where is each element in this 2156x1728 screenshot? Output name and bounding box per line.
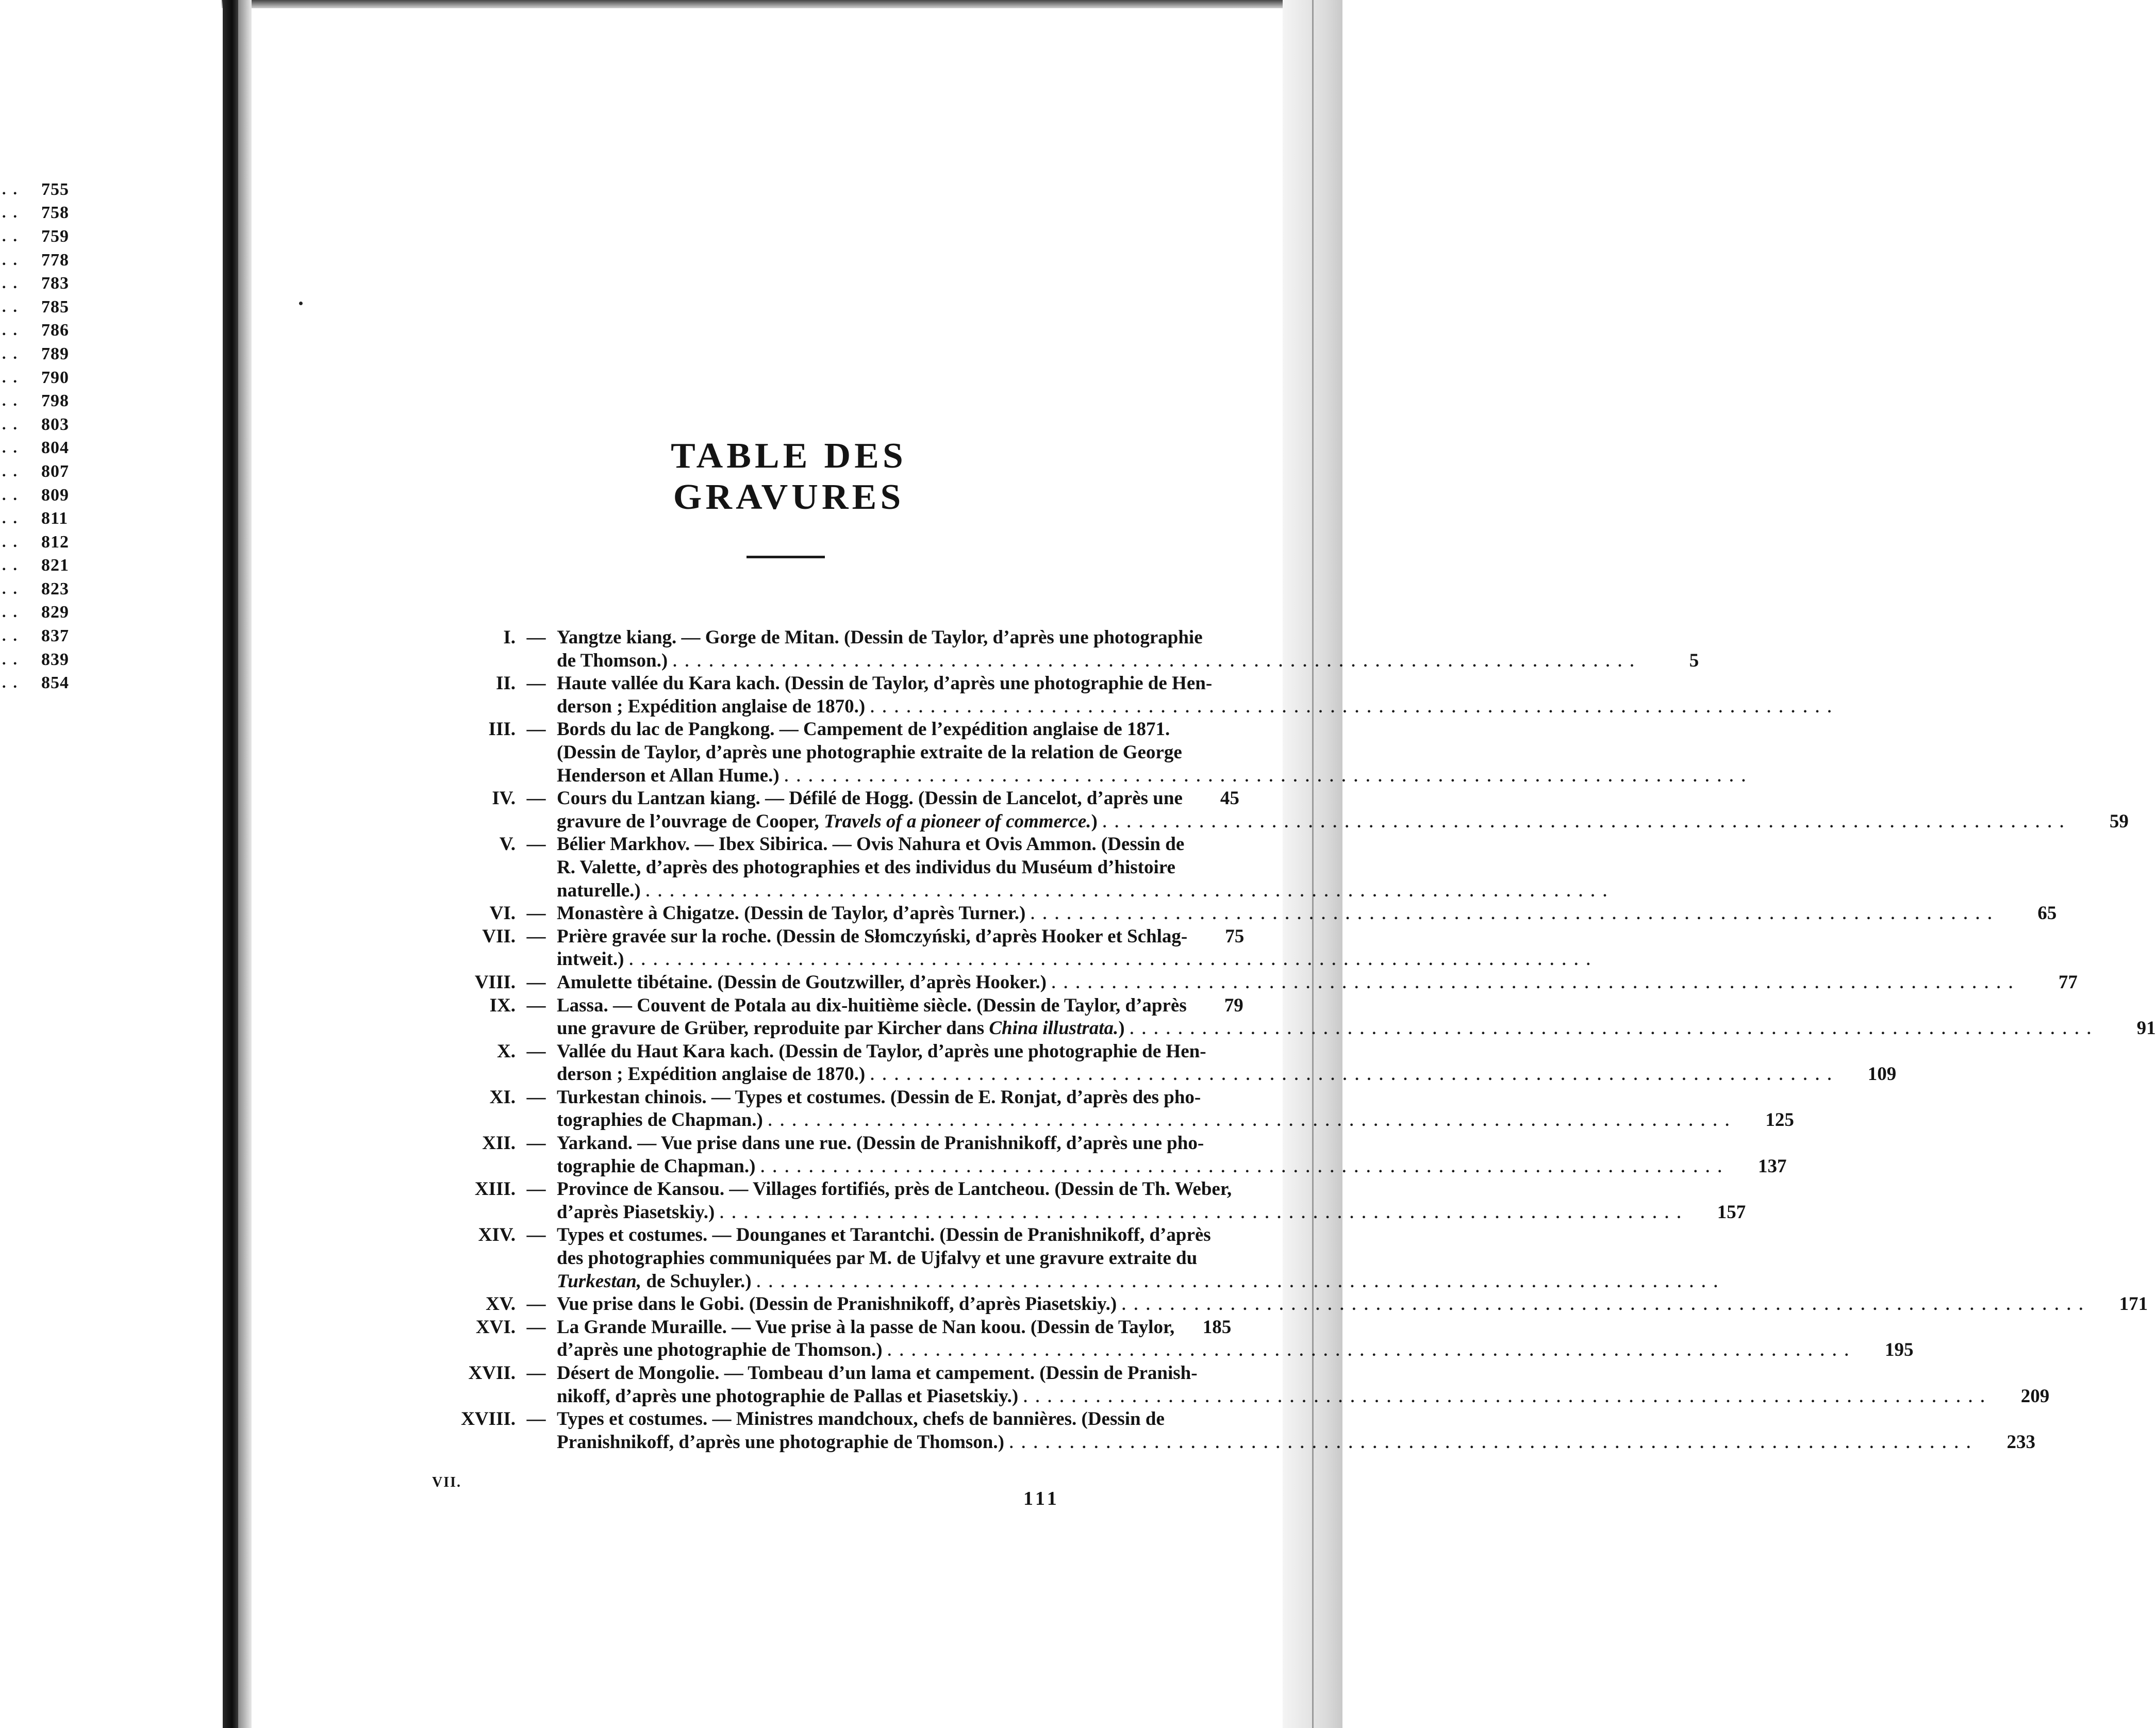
page-number: 171 — [2119, 1293, 2148, 1315]
em-dash: — — [526, 1363, 546, 1384]
leader-dots: .. — [2, 462, 24, 480]
em-dash: — — [526, 719, 546, 740]
entry-text-part: Désert de Mongolie. — Tombeau d’un lama et campement. (Dessin de Pranish- — [557, 1363, 1198, 1384]
entry-line — [361, 971, 2078, 994]
page-number: 233 — [2006, 1431, 2035, 1453]
engraving-entry — [361, 833, 1615, 902]
entry-line — [361, 765, 1754, 788]
entry-number-cell — [361, 1086, 516, 1109]
leader-dots: ................................................................................ — [1051, 974, 2021, 992]
entry-text-part: Cours du Lantzan kiang. — Défilé de Hogg. (Dessin de Lancelot, d’après une — [557, 788, 1183, 809]
entry-text — [557, 1385, 1018, 1408]
left-page-number: 854 — [41, 673, 69, 693]
leader-dots: ................................................................................ — [720, 1204, 1689, 1222]
entry-line — [361, 741, 1182, 765]
left-page-number: 798 — [41, 391, 69, 411]
entry-text — [557, 1316, 1174, 1339]
entry-text-part: des photographies communiquées par M. de Ujfalvy et une gravure extraite du — [557, 1248, 1198, 1269]
engraving-entry — [361, 1362, 2050, 1408]
entry-number: II. — [495, 673, 516, 694]
entry-number: XVI. — [475, 1316, 516, 1338]
leader-dots: ................................................................................ — [784, 768, 1754, 785]
entry-number: III. — [488, 719, 516, 740]
engraving-entry — [361, 1086, 1794, 1132]
page-number: 65 — [2037, 903, 2057, 924]
leader-dots: ................................................................................ — [1122, 1297, 2092, 1314]
leader-dots: .. — [2, 439, 24, 457]
entry-text — [557, 994, 1187, 1018]
entry-text — [557, 650, 668, 673]
page-edge-line — [1312, 0, 1314, 1728]
entry-line — [361, 1362, 1198, 1385]
entry-number: I. — [503, 627, 516, 648]
entry-text-part: tographies de Chapman.) — [557, 1109, 763, 1131]
left-page-number: 821 — [41, 556, 69, 575]
page-number: 75 — [1225, 925, 1245, 947]
leader-dots: .. — [2, 369, 24, 386]
entry-text — [557, 1063, 865, 1086]
page-title: TABLE DES GRAVURES — [671, 436, 907, 517]
left-page-number: 786 — [41, 321, 69, 340]
gutter-shadow — [238, 0, 252, 1728]
entry-text-part: Vue prise dans le Gobi. (Dessin de Pranishnikoff, d’après Piasetskiy.) — [557, 1293, 1117, 1315]
entry-text-part: Bords du lac de Pangkong. — Campement de l’expédition anglaise de 1871. — [557, 719, 1170, 740]
left-page-row — [0, 366, 98, 390]
entry-line — [361, 650, 1699, 673]
leader-dots: .. — [2, 298, 24, 315]
leader-dots: .. — [2, 416, 24, 433]
entry-text-part: d’après Piasetskiy.) — [557, 1201, 715, 1223]
entry-number: XIII. — [474, 1178, 516, 1200]
entry-line — [361, 1155, 1787, 1178]
entry-text — [557, 787, 1183, 810]
entry-line — [361, 1017, 2156, 1040]
left-page-row — [0, 437, 98, 460]
left-page-row — [0, 624, 98, 648]
entry-italic-title: Travels of a pioneer of commerce. — [823, 810, 1091, 832]
entry-text-part: derson ; Expédition anglaise de 1870.) — [557, 695, 866, 717]
engraving-entry — [361, 902, 2057, 925]
entry-number: XIV. — [478, 1224, 516, 1246]
page-number: 137 — [1757, 1155, 1787, 1177]
em-dash: — — [526, 1178, 546, 1200]
entry-text-tail: ) — [1118, 1018, 1125, 1039]
entry-text-part: Turkestan chinois. — Types et costumes. (Dessin de E. Ronjat, d’après des pho- — [557, 1086, 1201, 1108]
em-dash: — — [526, 1224, 546, 1246]
entry-line — [361, 1316, 1232, 1339]
page-number: 79 — [1224, 994, 1243, 1016]
engraving-entry — [361, 672, 1840, 718]
entry-line — [361, 1431, 2035, 1454]
entry-number-cell — [361, 626, 516, 650]
engraving-entry — [361, 1293, 2148, 1316]
entry-line — [361, 856, 1175, 879]
entry-number: XI. — [489, 1086, 516, 1108]
leader-dots: .. — [2, 345, 24, 362]
page-number: 5 — [1689, 650, 1699, 671]
em-dash: — — [526, 971, 546, 993]
leader-dots: .. — [2, 227, 24, 245]
entry-line — [361, 1385, 2050, 1408]
left-page-number: 783 — [41, 274, 69, 293]
entry-number: XII. — [482, 1133, 516, 1154]
entry-number: VII. — [482, 925, 516, 947]
em-dash: — — [526, 627, 546, 648]
entry-text-part: d’après une photographie de Thomson.) — [557, 1339, 883, 1361]
entry-number-cell — [361, 1293, 516, 1316]
leader-dots: ................................................................................ — [1009, 1434, 1979, 1452]
entry-text-part: gravure de l’ouvrage de Cooper, — [557, 810, 824, 832]
entry-line — [361, 925, 1245, 949]
leader-dots: .. — [2, 322, 24, 339]
entry-number: VI. — [489, 903, 516, 924]
leader-dots: ................................................................................ — [1031, 906, 2000, 923]
leader-dots: .. — [2, 674, 24, 692]
entry-text — [557, 856, 1175, 879]
leader-dots: ................................................................................ — [673, 653, 1643, 670]
book-gutter — [223, 0, 238, 1728]
entry-number: IV. — [492, 788, 516, 809]
entry-text-part: Types et costumes. — Dounganes et Tarantchi. (Dessin de Pranishnikoff, d’après — [557, 1224, 1211, 1246]
leader-dots: ................................................................................ — [1102, 813, 2072, 831]
em-dash: — — [526, 788, 546, 809]
leader-dots: .. — [2, 251, 24, 269]
left-page-list — [0, 178, 98, 695]
entry-italic-title: China illustrata. — [989, 1018, 1119, 1039]
entry-number-cell — [361, 1362, 516, 1385]
left-page-row — [0, 648, 98, 672]
left-page-number: 804 — [41, 438, 69, 458]
engraving-entry — [361, 787, 2129, 833]
engraving-entry — [361, 1224, 1726, 1293]
leader-dots: ................................................................................ — [887, 1342, 1857, 1360]
left-page-number: 823 — [41, 579, 69, 599]
leader-dots: ................................................................................ — [768, 1112, 1737, 1130]
em-dash: — — [526, 1408, 546, 1430]
footer-mark: 111 — [1023, 1488, 1060, 1509]
leader-dots: .. — [2, 275, 24, 292]
entry-text-part: Bélier Markhov. — Ibex Sibirica. — Ovis Nahura et Ovis Ammon. (Dessin de — [557, 834, 1185, 855]
entry-text — [557, 902, 1025, 925]
entry-line — [361, 1109, 1794, 1132]
page-number: 209 — [2020, 1385, 2050, 1407]
left-page-row — [0, 601, 98, 625]
entry-text — [557, 948, 624, 971]
entry-text — [557, 1109, 763, 1132]
entry-line — [361, 902, 2057, 925]
leader-dots: .. — [2, 180, 24, 198]
left-page-number: 839 — [41, 650, 69, 669]
leader-dots: ................................................................................ — [870, 699, 1840, 716]
entry-text-part: R. Valette, d’après des photographies et des individus du Muséum d’histoire — [557, 856, 1175, 878]
entry-text-part: Haute vallée du Kara kach. (Dessin de Taylor, d’après une photographie de Hen- — [557, 673, 1213, 694]
entry-text-tail: ) — [1091, 810, 1098, 832]
left-page-number: 758 — [41, 203, 69, 223]
left-page-row — [0, 295, 98, 319]
entry-line — [361, 1224, 1211, 1247]
leader-dots: ................................................................................ — [756, 1273, 1726, 1291]
left-page-number: 807 — [41, 461, 69, 481]
leader-dots: ................................................................................ — [645, 883, 1615, 900]
entry-text — [557, 971, 1047, 994]
left-page-number: 755 — [41, 179, 69, 199]
em-dash: — — [526, 834, 546, 855]
entry-text — [557, 1293, 1117, 1316]
em-dash: — — [526, 925, 546, 947]
entry-text-part: Yarkand. — Vue prise dans une rue. (Dessin de Pranishnikoff, d’après une pho- — [557, 1133, 1204, 1154]
entry-number: XVII. — [468, 1363, 516, 1384]
entry-text — [557, 626, 1203, 650]
engraving-entry — [361, 925, 1599, 971]
engraving-entry — [361, 626, 1699, 672]
entry-number-cell — [361, 672, 516, 695]
left-page-row — [0, 319, 98, 343]
em-dash: — — [526, 994, 546, 1016]
entry-text — [557, 1017, 1125, 1040]
title-rule — [747, 556, 825, 558]
leader-dots: ................................................................................ — [760, 1158, 1730, 1176]
left-page-row — [0, 554, 98, 578]
left-page-number: 778 — [41, 250, 69, 270]
entry-text-part: (Dessin de Taylor, d’après une photographie extraite de la relation de George — [557, 741, 1182, 763]
entry-text-part: Lassa. — Couvent de Potala au dix-huitième siècle. (Dessin de Taylor, d’après — [557, 994, 1187, 1016]
entry-number: VIII. — [474, 971, 516, 993]
entry-text-part: intweit.) — [557, 949, 624, 970]
entry-text-part: tographie de Chapman.) — [557, 1155, 756, 1177]
entry-number: XVIII. — [461, 1408, 516, 1430]
entry-text-part: Pranishnikoff, d’après une photographie de Thomson.) — [557, 1431, 1004, 1453]
left-page-row — [0, 530, 98, 554]
em-dash: — — [526, 1133, 546, 1154]
entry-text — [557, 1132, 1204, 1155]
entry-number-cell — [361, 1132, 516, 1155]
entry-line — [361, 1178, 1232, 1201]
entry-text — [557, 1155, 755, 1178]
engraving-entry — [361, 1178, 1746, 1224]
entry-text — [557, 1270, 752, 1293]
engraving-entry — [361, 1408, 2035, 1454]
left-page-number: 812 — [41, 532, 69, 552]
entry-text — [557, 1431, 1004, 1454]
left-page-number: 759 — [41, 226, 69, 246]
engraving-entry — [361, 718, 1754, 787]
leader-dots: ................................................................................ — [629, 952, 1599, 969]
entry-number: X. — [497, 1040, 516, 1062]
entry-text-part: La Grande Muraille. — Vue prise à la passe de Nan koou. (Dessin de Taylor, — [557, 1316, 1175, 1338]
page-number: 195 — [1885, 1339, 1914, 1361]
leader-dots: ................................................................................ — [1023, 1388, 1993, 1406]
entry-number-cell — [361, 994, 516, 1018]
page-number: 91 — [2136, 1018, 2156, 1039]
left-page-row — [0, 342, 98, 366]
entry-text-part: Yangtze kiang. — Gorge de Mitan. (Dessin de Taylor, d’après une photographie — [557, 627, 1203, 648]
entry-text — [557, 810, 1098, 834]
entry-text-part: Types et costumes. — Ministres mandchoux, chefs de bannières. (Dessin de — [557, 1408, 1165, 1430]
entry-line — [361, 672, 1213, 695]
entry-text — [557, 765, 780, 788]
left-page-number: 803 — [41, 414, 69, 434]
entry-text-part: Amulette tibétaine. (Dessin de Goutzwiller, d’après Hooker.) — [557, 971, 1047, 993]
signature-mark: VII. — [432, 1474, 462, 1490]
top-edge — [222, 0, 1342, 8]
entry-number-cell — [361, 1316, 516, 1339]
engravings-table — [361, 626, 2156, 1454]
page-number: 157 — [1717, 1201, 1746, 1223]
entry-text-tail: de Schuyler.) — [641, 1270, 752, 1292]
entry-text — [557, 833, 1184, 856]
entry-number-cell — [361, 787, 516, 810]
left-page-row — [0, 225, 98, 248]
page-number: 59 — [2109, 810, 2129, 832]
leader-dots: .. — [2, 533, 24, 551]
left-page-row — [0, 272, 98, 295]
left-page-number: 789 — [41, 344, 69, 363]
engraving-entry — [361, 1040, 1897, 1086]
entry-number-cell — [361, 1178, 516, 1201]
entry-line — [361, 1086, 1201, 1109]
entry-text-part: une gravure de Grüber, reproduite par Kircher dans — [557, 1018, 989, 1039]
page-number: 185 — [1202, 1316, 1232, 1338]
entry-number-cell — [361, 1040, 516, 1064]
entry-text — [557, 1086, 1201, 1109]
left-page-number: 829 — [41, 603, 69, 622]
leader-dots: .. — [2, 557, 24, 574]
left-page-number: 785 — [41, 297, 69, 317]
left-page-number: 790 — [41, 368, 69, 387]
left-page-row — [0, 577, 98, 601]
em-dash: — — [526, 903, 546, 924]
entry-italic-title: Turkestan, — [557, 1270, 642, 1292]
entry-line — [361, 833, 1185, 856]
entry-number-cell — [361, 925, 516, 949]
leader-dots: .. — [2, 486, 24, 504]
leader-dots: ................................................................................ — [1130, 1021, 2099, 1038]
entry-text-part: naturelle.) — [557, 879, 641, 901]
entry-text — [557, 879, 641, 903]
entry-number-cell — [361, 1224, 516, 1247]
leader-dots: .. — [2, 604, 24, 621]
entry-line — [361, 994, 1243, 1018]
entry-number-cell — [361, 718, 516, 741]
leader-dots: .. — [2, 392, 24, 410]
entry-text — [557, 672, 1212, 695]
entry-line — [361, 1293, 2148, 1316]
entry-text — [557, 718, 1170, 741]
entry-line — [361, 1408, 1165, 1431]
entry-text — [557, 741, 1182, 765]
entry-number: IX. — [489, 994, 516, 1016]
entry-line — [361, 1270, 1726, 1293]
left-page-row — [0, 248, 98, 272]
entry-text — [557, 1339, 883, 1362]
left-page-row — [0, 484, 98, 507]
entry-text — [557, 1201, 715, 1224]
entry-number-cell — [361, 1408, 516, 1431]
entry-text-part: Monastère à Chigatze. (Dessin de Taylor, d’après Turner.) — [557, 903, 1026, 924]
em-dash: — — [526, 1040, 546, 1062]
em-dash: — — [526, 1293, 546, 1315]
entry-text-part: Vallée du Haut Kara kach. (Dessin de Taylor, d’après une photographie de Hen- — [557, 1040, 1206, 1062]
entry-line — [361, 718, 1170, 741]
entry-line — [361, 1247, 1198, 1270]
entry-number-cell — [361, 902, 516, 925]
left-page-row — [0, 202, 98, 225]
entry-text — [557, 925, 1187, 949]
left-page-row — [0, 671, 98, 695]
entry-line — [361, 1339, 1914, 1362]
entry-line — [361, 626, 1203, 650]
leader-dots: .. — [2, 204, 24, 222]
entry-text-part: Prière gravée sur la roche. (Dessin de Słomczyński, d’après Hooker et Schlag- — [557, 925, 1188, 947]
em-dash: — — [526, 1086, 546, 1108]
leader-dots: .. — [2, 627, 24, 645]
entry-line — [361, 1201, 1746, 1224]
entry-line — [361, 948, 1599, 971]
em-dash: — — [526, 1316, 546, 1338]
left-facing-page — [0, 0, 222, 1728]
entry-text — [557, 1247, 1197, 1270]
left-page-number: 811 — [41, 509, 69, 528]
page-number: 109 — [1867, 1064, 1897, 1085]
engraving-entry — [361, 971, 2078, 994]
entry-number-cell — [361, 971, 516, 994]
entry-line — [361, 879, 1615, 903]
entry-text — [557, 1178, 1232, 1201]
entry-line — [361, 787, 1239, 810]
entry-text — [557, 1408, 1165, 1431]
engraving-entry — [361, 1316, 1914, 1362]
ink-speck — [299, 302, 303, 305]
engraving-entry — [361, 1132, 1787, 1178]
entry-line — [361, 1040, 1206, 1064]
leader-dots: .. — [2, 510, 24, 527]
entry-text — [557, 1224, 1211, 1247]
left-page-number: 837 — [41, 626, 69, 646]
page-number: 45 — [1220, 788, 1239, 809]
entry-text-part: nikoff, d’après une photographie de Pallas et Piasetskiy.) — [557, 1385, 1019, 1407]
entry-number-cell — [361, 833, 516, 856]
entry-line — [361, 810, 2129, 834]
page-number: 125 — [1765, 1109, 1794, 1131]
page-number: 77 — [2058, 971, 2078, 993]
leader-dots: .. — [2, 580, 24, 597]
entry-number: XV. — [486, 1293, 516, 1315]
entry-line — [361, 1132, 1204, 1155]
engraving-entry — [361, 994, 2156, 1040]
left-page-number: 809 — [41, 485, 69, 505]
entry-text-part: Province de Kansou. — Villages fortifiés, près de Lantcheou. (Dessin de Th. Weber, — [557, 1178, 1232, 1200]
left-page-row — [0, 460, 98, 484]
entry-text — [557, 1040, 1206, 1064]
entry-line — [361, 695, 1840, 719]
entry-text-part: derson ; Expédition anglaise de 1870.) — [557, 1064, 866, 1085]
entry-text — [557, 695, 865, 719]
entry-text-part: de Thomson.) — [557, 650, 668, 671]
entry-text — [557, 1362, 1198, 1385]
left-page-row — [0, 507, 98, 530]
em-dash: — — [526, 673, 546, 694]
left-page-row — [0, 178, 98, 202]
entry-number: V. — [499, 834, 516, 855]
left-page-row — [0, 389, 98, 413]
entry-text-part: Henderson et Allan Hume.) — [557, 765, 780, 786]
leader-dots: .. — [2, 651, 24, 668]
entry-line — [361, 1063, 1897, 1086]
left-page-row — [0, 413, 98, 437]
leader-dots: ................................................................................ — [870, 1067, 1840, 1084]
